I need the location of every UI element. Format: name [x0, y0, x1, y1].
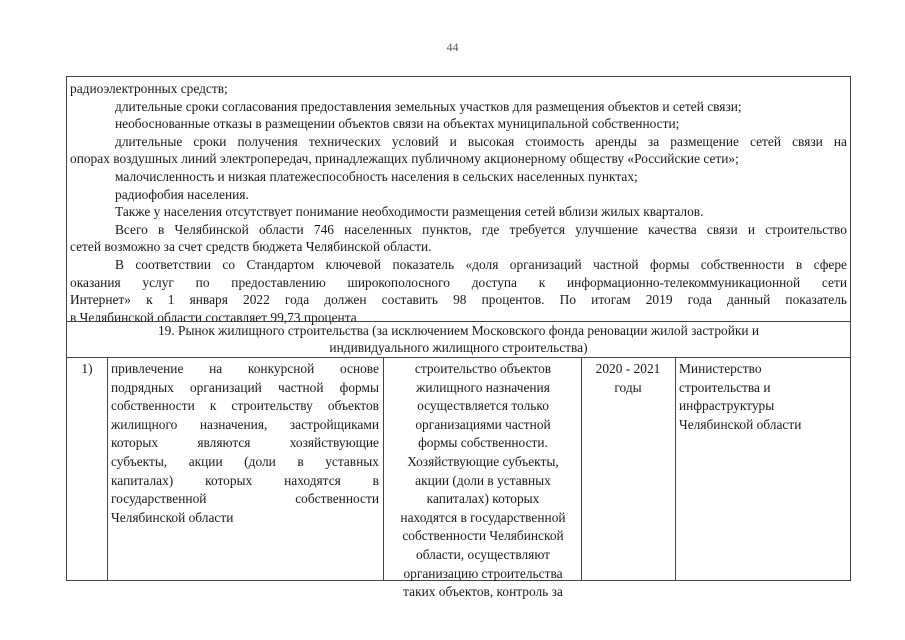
- column-divider: [383, 357, 384, 580]
- text-line: в Челябинской области составляет 99,73 процента: [70, 309, 357, 325]
- measure-line: привлечение на конкурсной основе: [111, 361, 379, 376]
- executor-line: Челябинской области: [679, 416, 802, 432]
- text-line: радиофобия населения.: [115, 186, 249, 202]
- row-number: 1): [81, 361, 93, 376]
- text-line: радиоэлектронных средств;: [70, 81, 228, 96]
- text-line: опорах воздушных линий электропередач, принадлежащих публичному акционерному обществу «Российские сети»;: [70, 151, 739, 167]
- measure-line: жилищного назначения, застройщиками: [111, 416, 379, 432]
- executor-line: инфраструктуры: [679, 398, 775, 414]
- result-line: находятся в государственной: [400, 509, 566, 525]
- measure-line: государственной собственности: [111, 491, 379, 507]
- executor-line: Министерство: [679, 361, 762, 376]
- result-line: области, осуществляют: [416, 546, 550, 562]
- executor-line: строительства и: [679, 379, 771, 395]
- text-line: сетей возможно за счет средств бюджета Челябинской области.: [70, 239, 432, 255]
- column-divider: [581, 357, 582, 580]
- text-line: Всего в Челябинской области 746 населенных пунктов, где требуется улучшение качества связи и строительство: [115, 221, 847, 237]
- result-line: собственности Челябинской: [402, 528, 564, 544]
- text-line: длительные сроки получения технических условий и высокая стоимость аренды за размещение сетей связи на: [115, 133, 847, 149]
- result-cell: [387, 360, 579, 602]
- measure-line: собственности к строительству объектов: [111, 398, 379, 414]
- measure-line: субъекты, акции (доли в уставных: [111, 453, 379, 469]
- result-line: осуществляется только: [417, 398, 549, 414]
- page-number: 44: [446, 40, 459, 54]
- text-section: [67, 77, 850, 325]
- term-line: годы: [614, 379, 642, 395]
- text-line: Интернет» к 1 января 2022 года должен составить 98 процентов. По итогам 2019 года данный показатель: [70, 292, 847, 308]
- text-line: малочисленность и низкая платежеспособность населения в сельских населенных пунктах;: [115, 168, 638, 184]
- section-heading-line: 19. Рынок жилищного строительства (за исключением Московского фонда реновации жилой застройки и: [157, 323, 760, 338]
- result-line: организацию строительства: [403, 565, 563, 581]
- result-line: акции (доли в уставных: [415, 472, 551, 488]
- result-line: капиталах) которых: [426, 491, 540, 507]
- result-line: строительство объектов: [414, 361, 552, 376]
- result-line: таких объектов, контроль за: [403, 584, 563, 600]
- term-cell: [583, 360, 673, 397]
- text-line: В соответствии со Стандартом ключевой показатель «доля организаций частной формы собственности в сфере: [115, 256, 847, 272]
- result-line: жилищного назначения: [416, 379, 550, 395]
- section-heading: [67, 322, 850, 356]
- table-divider: [67, 357, 850, 358]
- result-line: формы собственности.: [418, 435, 548, 451]
- result-line: организациями частной: [415, 416, 551, 432]
- section-heading-line: индивидуального жилищного строительства): [329, 340, 588, 355]
- column-divider: [107, 357, 108, 580]
- text-line: оказания услуг по предоставлению широкополосного доступа к информационно-телекоммуникационной сети: [70, 274, 847, 290]
- measure-line: подрядных организаций частной формы: [111, 379, 379, 395]
- measure-cell: [111, 360, 379, 527]
- measure-line: которых являются хозяйствующие: [111, 435, 379, 451]
- result-line: Хозяйствующие субъекты,: [407, 453, 559, 469]
- text-line: необоснованные отказы в размещении объектов связи на объектах муниципальной собственности;: [115, 116, 680, 132]
- text-line: Также у населения отсутствует понимание необходимости размещения сетей вблизи жилых кварталов.: [115, 204, 704, 220]
- executor-cell: [679, 360, 847, 434]
- term-line: 2020 - 2021: [595, 361, 661, 376]
- text-line: длительные сроки согласования предоставления земельных участков для размещения объектов и сетей связи;: [115, 98, 742, 114]
- column-divider: [675, 357, 676, 580]
- document-table: [66, 76, 851, 600]
- measure-line: капиталах) которых находятся в: [111, 472, 379, 488]
- measure-line: Челябинской области: [111, 509, 234, 525]
